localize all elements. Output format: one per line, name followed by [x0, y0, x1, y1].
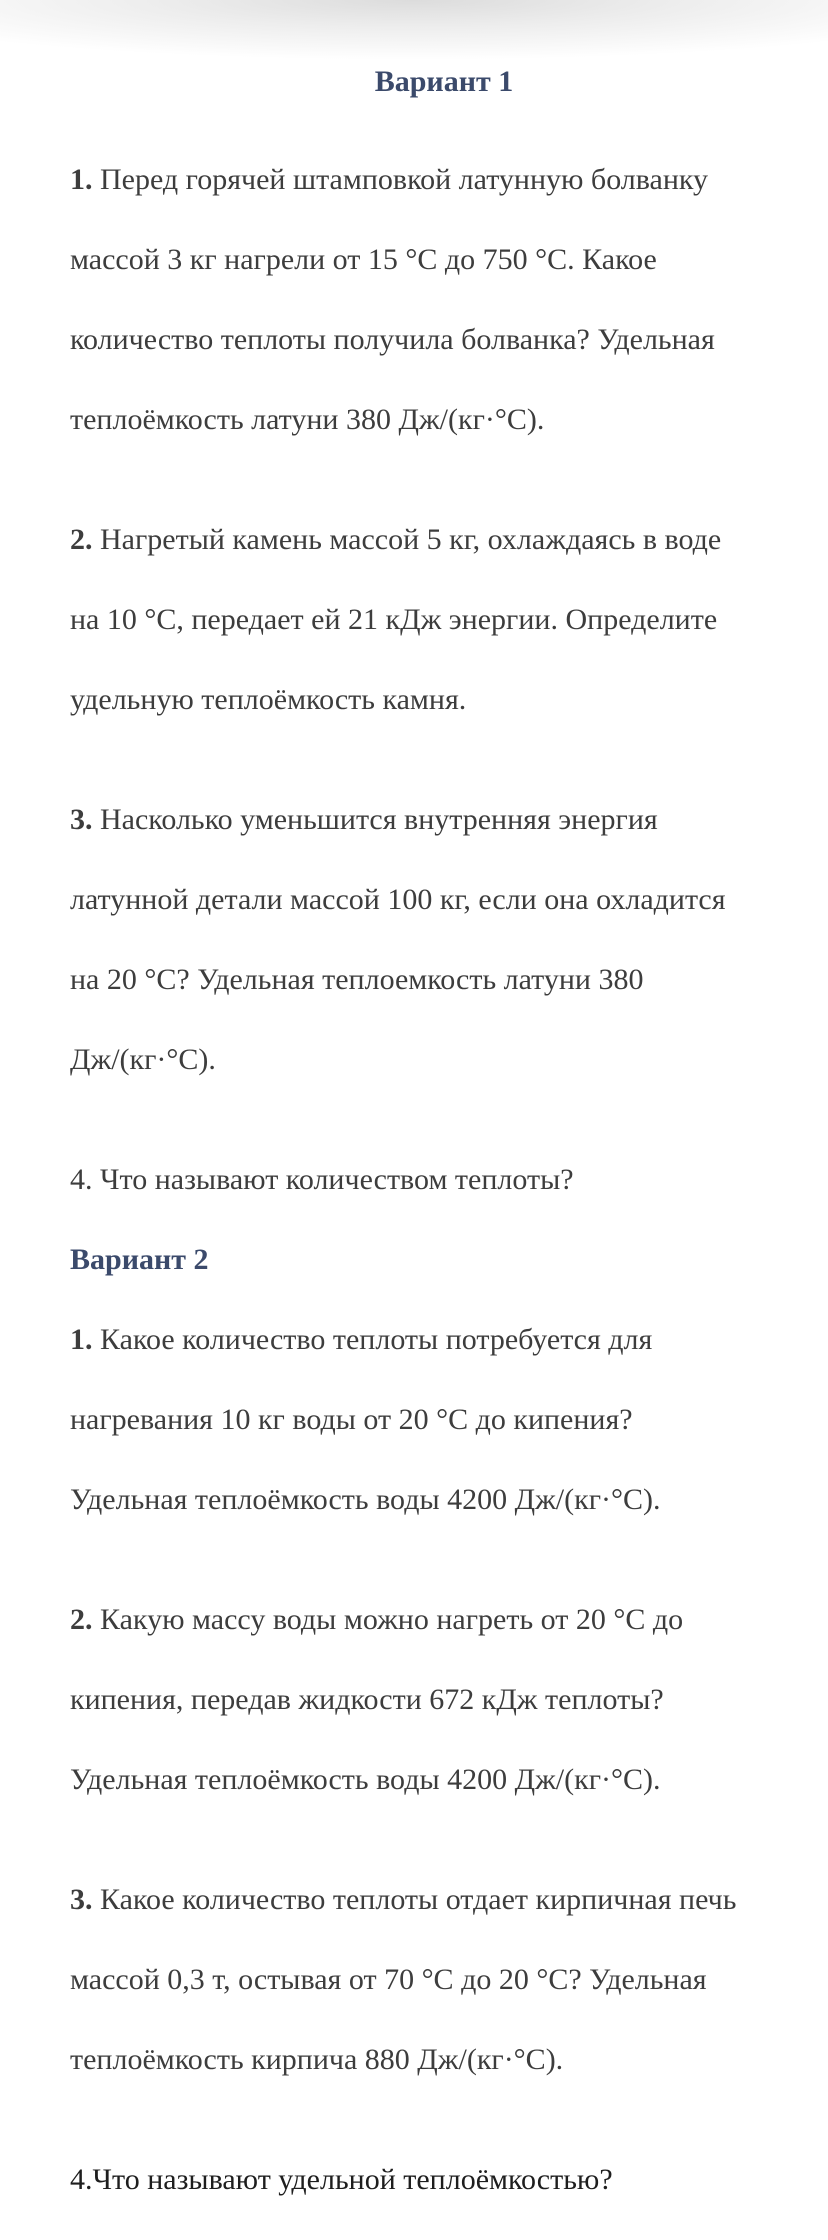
v1-question-2	[70, 480, 822, 760]
top-shadow	[0, 0, 828, 60]
v1-question-4	[70, 1120, 822, 1240]
question-line: удельную теплоёмкость камня.	[70, 683, 467, 716]
variant-2-title: Вариант 2	[70, 1243, 209, 1276]
question-number: 3.	[70, 1883, 93, 1916]
v2-question-1	[70, 1280, 822, 1560]
question-line: Насколько уменьшится внутренняя энергия	[92, 803, 658, 836]
question-line: кипения, передав жидкости 672 кДж теплоты?	[70, 1683, 664, 1716]
question-line: Удельная теплоёмкость воды 4200 Дж/(кг·°С).	[70, 1763, 661, 1796]
question-line: массой 0,3 т, остывая от 70 °С до 20 °С? Удельная	[70, 1963, 707, 1996]
v1-question-3	[70, 760, 822, 1120]
question-line: Что называют количеством теплоты?	[92, 1163, 574, 1196]
question-line: нагревания 10 кг воды от 20 °С до кипения?	[70, 1403, 633, 1436]
worksheet	[70, 62, 822, 2240]
question-number: 4.	[70, 2163, 93, 2196]
v2-question-4	[70, 2120, 822, 2240]
question-line: Что называют удельной теплоёмкостью?	[92, 2163, 613, 2196]
question-number: 3.	[70, 803, 93, 836]
question-line: Нагретый камень массой 5 кг, охлаждаясь в воде	[92, 523, 722, 556]
question-line: Перед горячей штамповкой латунную болванку	[92, 163, 709, 196]
question-line: Какое количество теплоты потребуется для	[92, 1323, 653, 1356]
question-line: на 20 °С? Удельная теплоемкость латуни 380	[70, 963, 644, 996]
question-number: 1.	[70, 1323, 93, 1356]
question-number: 1.	[70, 163, 93, 196]
v2-question-3	[70, 1840, 822, 2120]
v1-question-1	[70, 120, 822, 480]
question-line: латунной детали массой 100 кг, если она охладится	[70, 883, 726, 916]
question-number: 2.	[70, 1603, 93, 1636]
question-line: количество теплоты получила болванка? Удельная	[70, 323, 715, 356]
question-line: Удельная теплоёмкость воды 4200 Дж/(кг·°С).	[70, 1483, 661, 1516]
question-number: 2.	[70, 523, 93, 556]
question-line: Какую массу воды можно нагреть от 20 °С до	[92, 1603, 684, 1636]
question-line: Какое количество теплоты отдает кирпичная печь	[92, 1883, 737, 1916]
question-line: на 10 °С, передает ей 21 кДж энергии. Определите	[70, 603, 718, 636]
question-line: теплоёмкость латуни 380 Дж/(кг·°С).	[70, 403, 545, 436]
question-number: 4.	[70, 1163, 93, 1196]
question-line: Дж/(кг·°С).	[70, 1043, 216, 1076]
variant-1-title: Вариант 1	[374, 65, 514, 98]
v2-question-2	[70, 1560, 822, 1840]
question-line: теплоёмкость кирпича 880 Дж/(кг·°С).	[70, 2043, 564, 2076]
question-line: массой 3 кг нагрели от 15 °С до 750 °С. Какое	[70, 243, 657, 276]
